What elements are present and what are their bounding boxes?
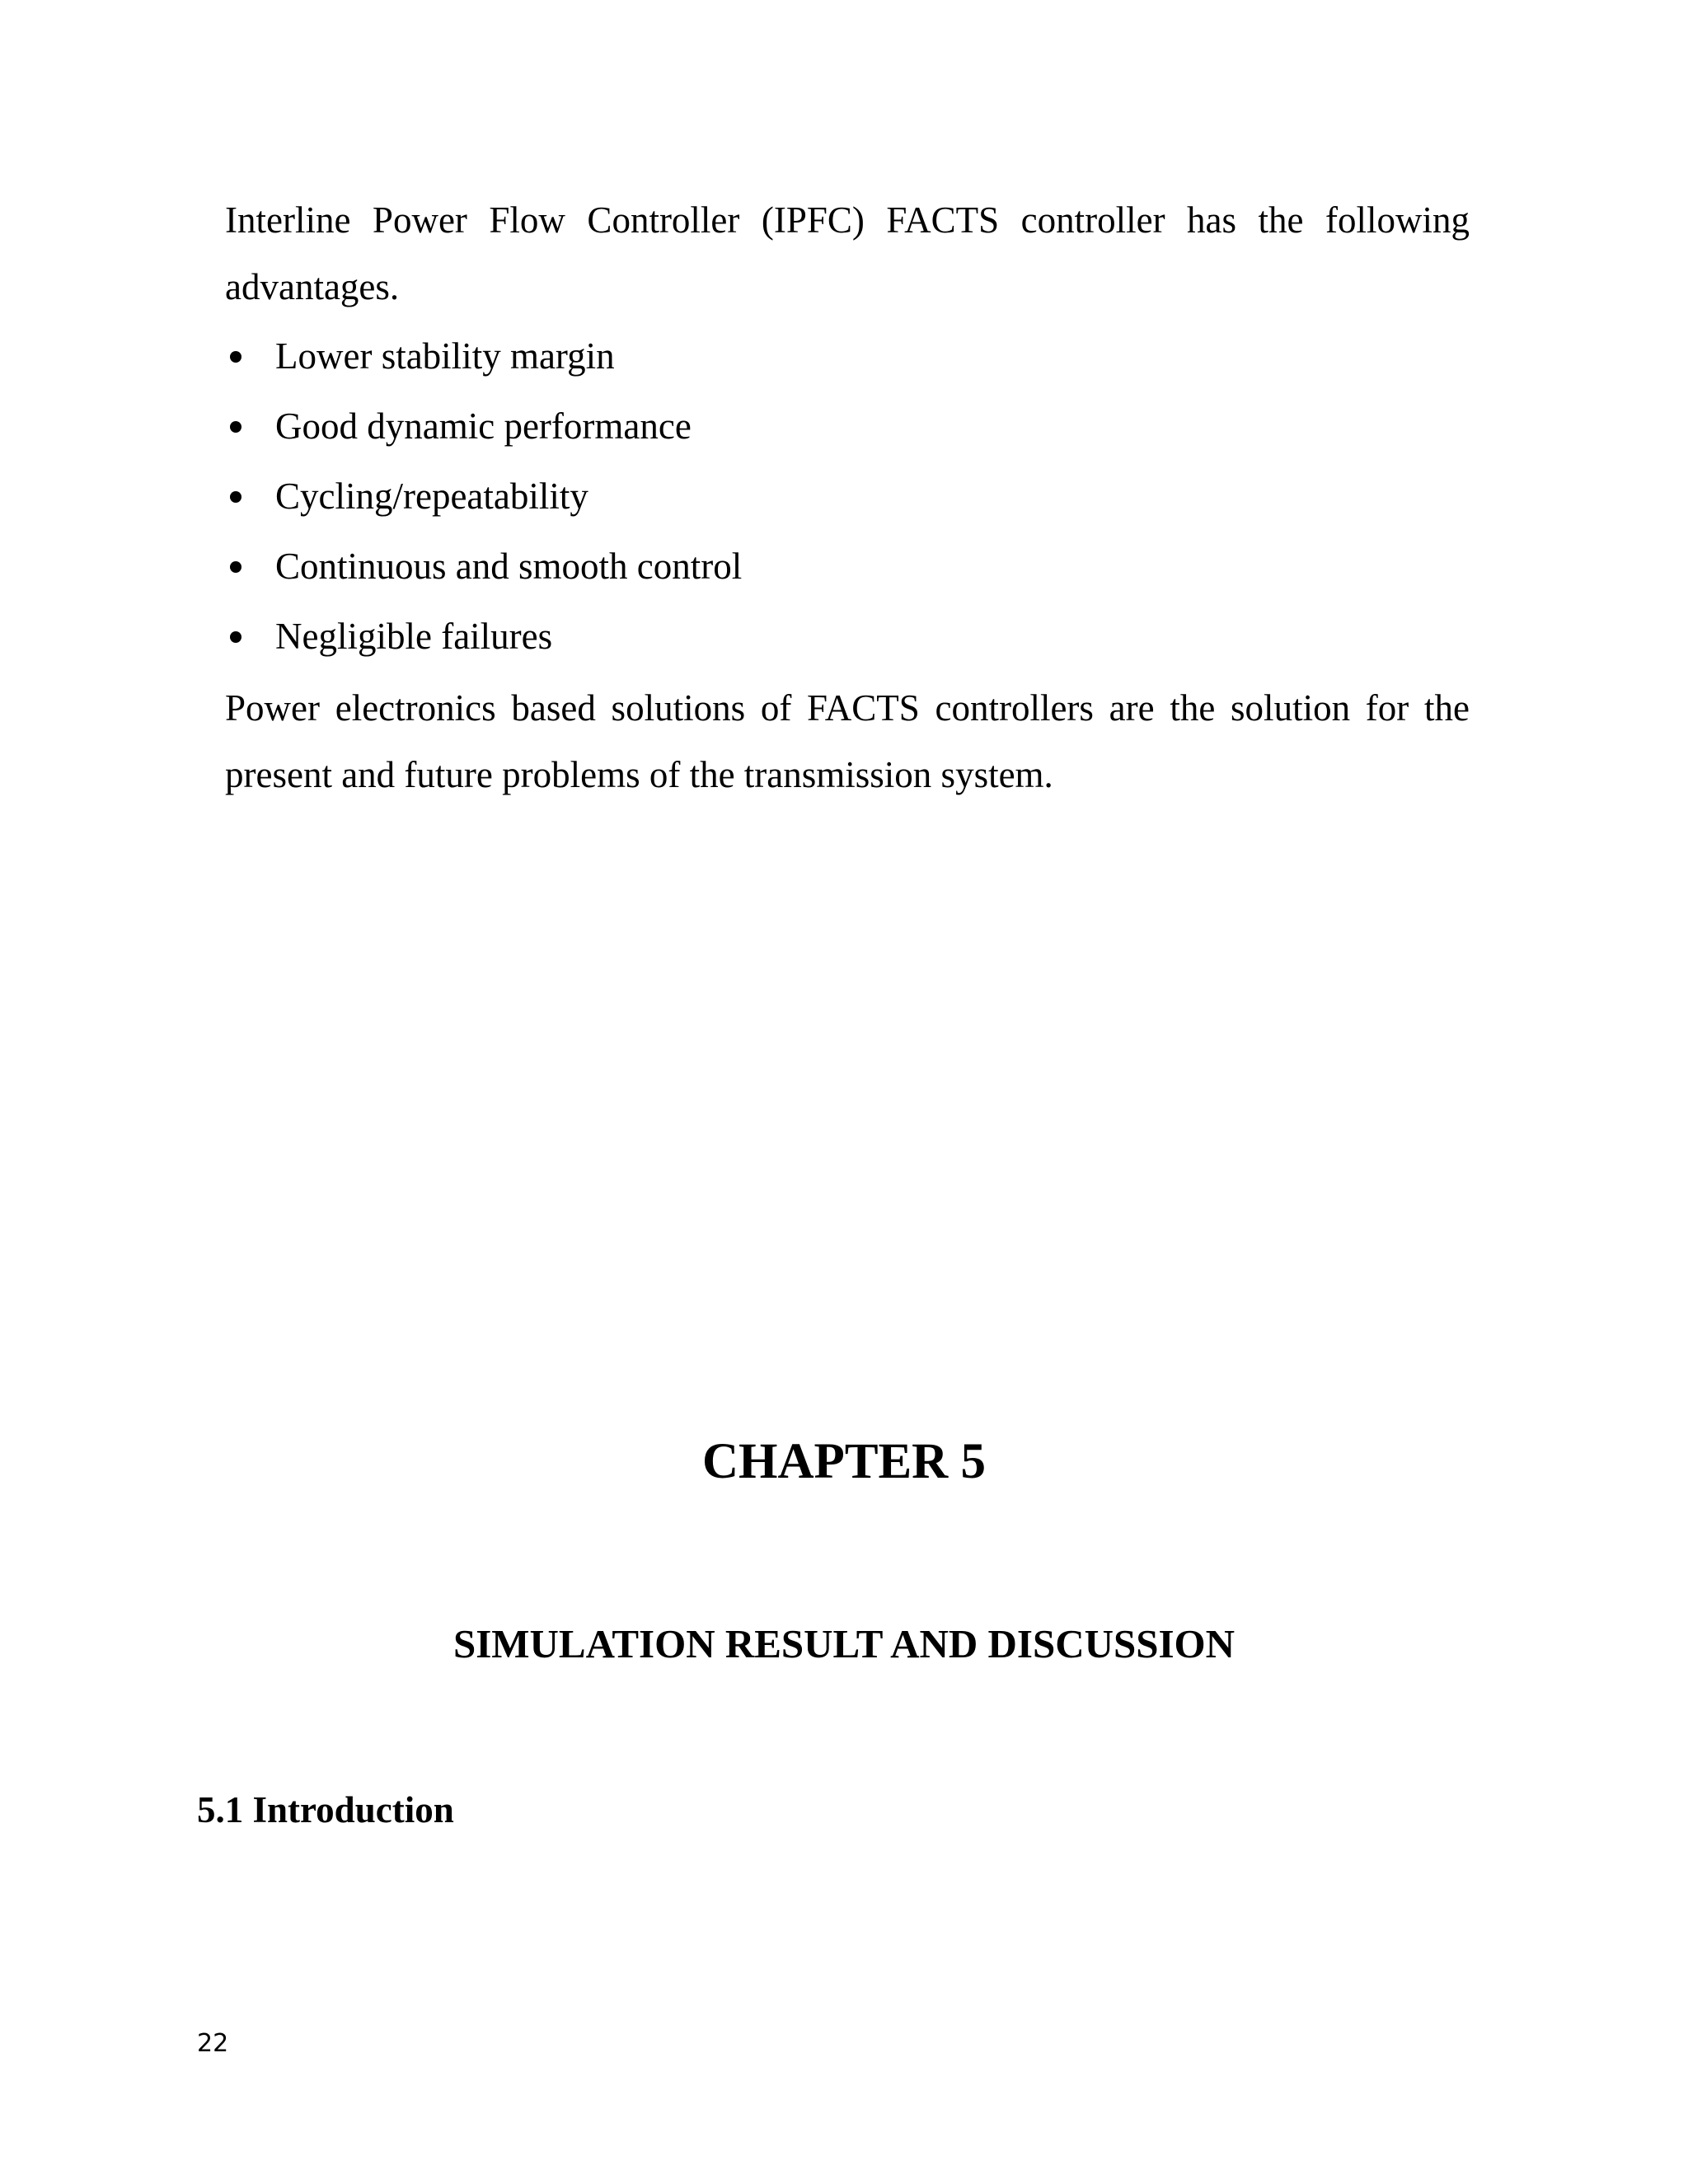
list-item bbox=[225, 393, 742, 463]
list-item bbox=[225, 463, 742, 533]
bullet-icon bbox=[230, 421, 241, 433]
outro-line-1: Power electronics based solutions of FACTS controllers are the solution for the bbox=[225, 687, 1470, 729]
bullet-icon bbox=[230, 631, 241, 643]
list-item-text: Negligible failures bbox=[275, 616, 553, 657]
bullet-icon bbox=[230, 351, 241, 363]
chapter-subtitle: SIMULATION RESULT AND DISCUSSION bbox=[452, 1621, 1236, 1666]
intro-line-2: advantages. bbox=[225, 266, 400, 307]
chapter-title: CHAPTER 5 bbox=[702, 1434, 986, 1489]
advantages-list bbox=[225, 323, 742, 673]
bullet-icon bbox=[230, 561, 241, 573]
list-item-text: Continuous and smooth control bbox=[275, 546, 743, 587]
intro-line-1: Interline Power Flow Controller (IPFC) FACTS controller has the following bbox=[225, 199, 1470, 241]
list-item-text: Good dynamic performance bbox=[275, 405, 692, 447]
page-number: 22 bbox=[197, 2029, 229, 2058]
section-heading: 5.1 Introduction bbox=[197, 1789, 454, 1830]
list-item bbox=[225, 603, 742, 673]
list-item bbox=[225, 533, 742, 603]
outro-line-2: present and future problems of the transmission system. bbox=[225, 754, 1053, 795]
outro-paragraph bbox=[225, 675, 1470, 808]
list-item bbox=[225, 323, 742, 393]
bullet-icon bbox=[230, 491, 241, 503]
intro-paragraph bbox=[225, 187, 1470, 321]
list-item-text: Cycling/repeatability bbox=[275, 476, 588, 517]
list-item-text: Lower stability margin bbox=[275, 335, 615, 377]
